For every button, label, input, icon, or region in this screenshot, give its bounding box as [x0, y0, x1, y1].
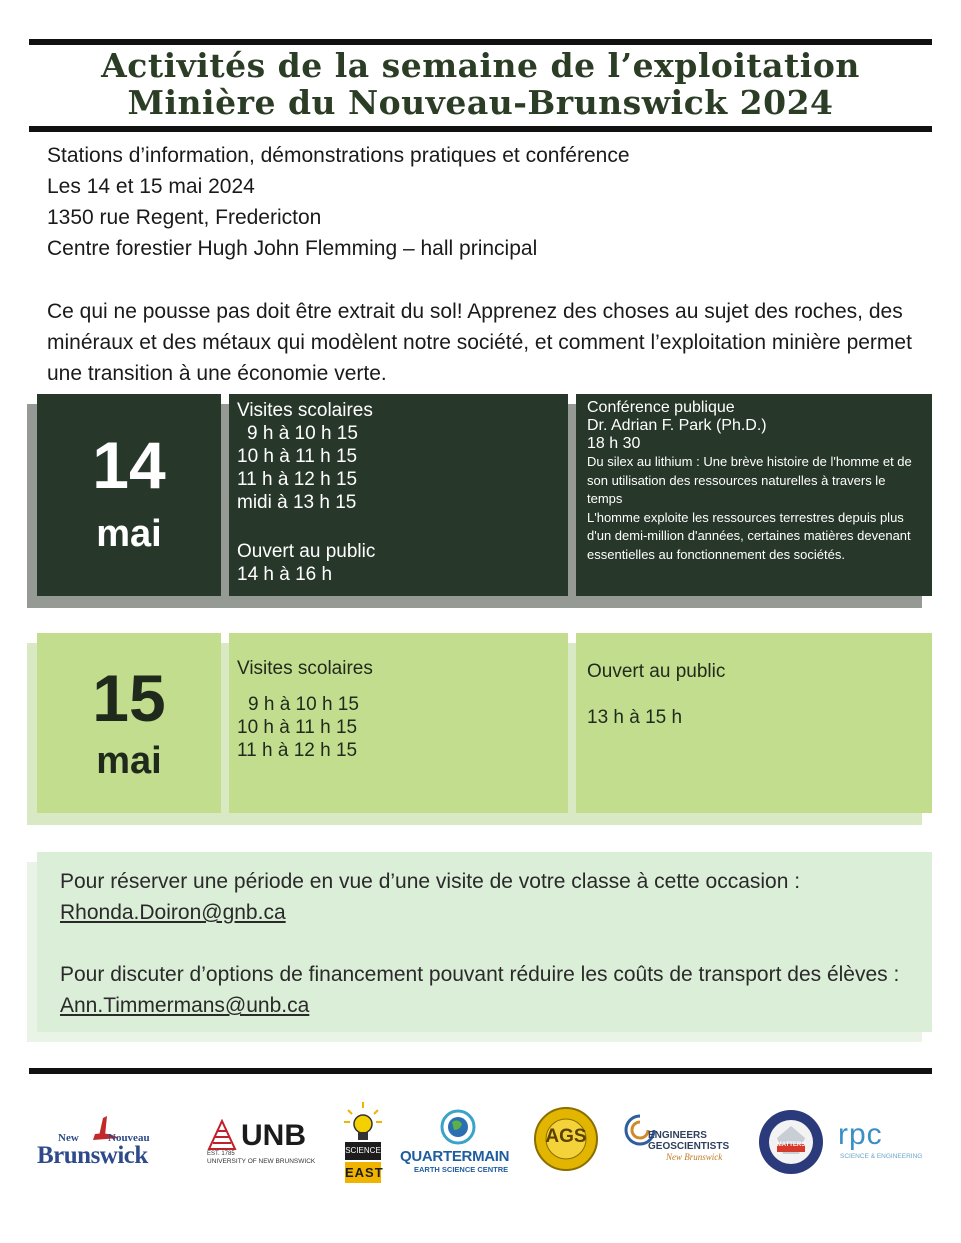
conference-details	[587, 399, 923, 564]
day1-conference-box	[576, 394, 932, 596]
day2-number: 15	[92, 661, 166, 735]
unb-crest-icon	[205, 1119, 239, 1153]
day1-slot-1: 9 h à 10 h 15	[247, 423, 358, 444]
day1-number: 14	[92, 428, 166, 502]
day2-school-title: Visites scolaires	[237, 658, 373, 679]
title-line-2: Minière du Nouveau-Brunswick 2024	[127, 83, 834, 122]
title-line-1: Activités de la semaine de l’exploitation	[101, 46, 860, 85]
day1-schedule-box	[229, 394, 568, 596]
day2-slot-3: 11 h à 12 h 15	[237, 740, 358, 761]
day2-public-hours	[587, 660, 725, 729]
engineers-geoscientists-logo	[622, 1112, 742, 1168]
eg-line-1: ENGINEERS	[648, 1130, 707, 1141]
unb-name: UNB	[241, 1119, 306, 1152]
contact-panel	[37, 852, 932, 1032]
day2-public-title: Ouvert au public	[587, 661, 726, 682]
day1-school-visits	[237, 399, 373, 514]
nb-new: New	[58, 1132, 79, 1144]
day2-public-time: 13 h à 15 h	[587, 707, 683, 728]
day1-public-hours	[237, 540, 375, 586]
eg-line-2: GEOSCIENTISTS	[648, 1141, 730, 1152]
ags-name: AGS	[545, 1126, 587, 1147]
info-line-venue: Centre forestier Hugh John Flemming – hall principal	[47, 237, 538, 260]
conference-time: 18 h 30	[587, 435, 641, 452]
conference-speaker: Dr. Adrian F. Park (Ph.D.)	[587, 417, 767, 434]
conference-description: L'homme exploite les ressources terrestres depuis plus d'un demi-million d'années, certaines matières devenant essentielles au fonctionnement des sociétés.	[587, 509, 911, 562]
day1-public-title: Ouvert au public	[237, 541, 376, 562]
quartermain-name: QUARTERMAIN	[400, 1148, 510, 1165]
day1-slot-3: 11 h à 12 h 15	[237, 469, 358, 490]
title-underline-rule	[29, 126, 932, 132]
quartermain-subtitle: EARTH SCIENCE CENTRE	[414, 1165, 509, 1174]
day1-slot-4: midi à 13 h 15	[237, 492, 357, 513]
day2-school-visits	[237, 657, 373, 762]
funding-text: Pour discuter d’options de financement pouvant réduire les coûts de transport des élèves :	[60, 963, 900, 986]
event-info	[47, 140, 630, 264]
funding-email-link[interactable]: Ann.Timmermans@unb.ca	[60, 994, 310, 1017]
day1-date-box	[37, 394, 221, 596]
rpc-subtitle: SCIENCE & ENGINEERING	[840, 1153, 923, 1160]
conference-title: Conférence publique	[587, 399, 735, 416]
nb-government-logo	[37, 1112, 183, 1170]
info-line-dates: Les 14 et 15 mai 2024	[47, 175, 255, 198]
eg-line-3: New Brunswick	[666, 1152, 723, 1162]
mineral-matters-center: MATTERS	[776, 1142, 806, 1148]
bottom-rule	[29, 1068, 932, 1074]
earth-globe-icon	[438, 1108, 478, 1146]
intro-paragraph: Ce qui ne pousse pas doit être extrait du sol! Apprenez des choses au sujet des roches, des minéraux et des métaux qui modèlent notre société, et comment l’exploitation minière permet une transition à une économie verte.	[47, 300, 912, 385]
day1-slot-2: 10 h à 11 h 15	[237, 446, 358, 467]
day2-slot-1: 9 h à 10 h 15	[248, 694, 359, 715]
science-word: SCIENCE	[345, 1142, 381, 1160]
day2-schedule-box	[229, 633, 568, 813]
east-word: EAST	[345, 1162, 381, 1183]
rpc-name: rpc	[838, 1118, 883, 1151]
day2-month: mai	[96, 740, 162, 782]
mineral-matters-logo	[757, 1108, 825, 1176]
day2-slot-2: 10 h à 11 h 15	[237, 717, 358, 738]
day1-school-title: Visites scolaires	[237, 400, 373, 421]
day1-month: mai	[96, 513, 162, 555]
reserve-email-link[interactable]: Rhonda.Doiron@gnb.ca	[60, 901, 286, 924]
nb-nouveau: Nouveau	[108, 1132, 150, 1144]
reserve-email-row	[60, 897, 286, 928]
day2-date-box	[37, 633, 221, 813]
rpc-logo	[838, 1118, 928, 1164]
page-title	[29, 47, 932, 121]
info-line-address: 1350 rue Regent, Fredericton	[47, 206, 322, 229]
unb-logo	[205, 1117, 317, 1167]
top-rule	[29, 39, 932, 45]
lightbulb-icon	[342, 1102, 384, 1142]
nb-name: Brunswick	[37, 1142, 148, 1169]
science-east-logo	[342, 1102, 384, 1184]
day2-public-box	[576, 633, 932, 813]
day1-public-time: 14 h à 16 h	[237, 564, 333, 585]
unb-established: EST. 1785	[207, 1151, 235, 1157]
ags-logo	[533, 1106, 599, 1172]
quartermain-logo	[400, 1108, 520, 1174]
unb-subtitle: UNIVERSITY OF NEW BRUNSWICK	[207, 1158, 316, 1165]
funding-email-row	[60, 990, 309, 1021]
conference-talk-title: Du silex au lithium : Une brève histoire de l'homme et de son utilisation des ressources naturelles à travers le temps	[587, 454, 912, 506]
reserve-text: Pour réserver une période en vue d’une visite de votre classe à cette occasion :	[60, 870, 801, 893]
info-line-activities: Stations d’information, démonstrations pratiques et conférence	[47, 144, 630, 167]
